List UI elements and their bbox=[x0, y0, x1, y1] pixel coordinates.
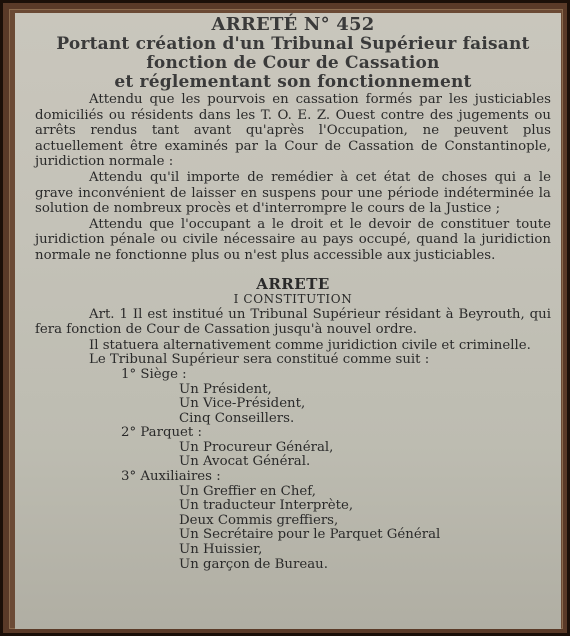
statuera-paragraph: Il statuera alternativement comme juridiction civile et criminelle. bbox=[89, 337, 531, 353]
member-item: Un garçon de Bureau. bbox=[179, 556, 328, 572]
title-line-2: fonction de Cour de Cassation bbox=[146, 53, 440, 73]
group-label-parquet: 2° Parquet : bbox=[121, 425, 202, 441]
arrete-heading: ARRETE bbox=[256, 274, 330, 293]
member-item: Un Huissier, bbox=[179, 542, 263, 558]
decree-number: ARRETÉ N° 452 bbox=[211, 14, 375, 35]
member-item: Un Procureur Général, bbox=[179, 439, 334, 455]
member-item: Deux Commis greffiers, bbox=[179, 512, 339, 528]
group-label-siege: 1° Siège : bbox=[121, 366, 187, 382]
member-item: Un Vice-Président, bbox=[179, 396, 306, 412]
member-item: Un Secrétaire pour le Parquet Général bbox=[179, 527, 441, 543]
article-1: Art. 1 Il est institué un Tribunal Supérieur résidant à Beyrouth, qui fera fonction de Cour de Cassation jusqu'à nouvel ordre. bbox=[35, 306, 551, 338]
section-heading: I CONSTITUTION bbox=[233, 291, 353, 306]
group-label-auxiliaires: 3° Auxiliaires : bbox=[121, 469, 221, 485]
composition-intro: Le Tribunal Supérieur sera constitué comme suit : bbox=[89, 352, 430, 368]
member-item: Un Greffier en Chef, bbox=[179, 483, 316, 499]
title-line-3: et réglementant son fonctionnement bbox=[114, 72, 472, 92]
preamble-paragraph-3: Attendu que l'occupant a le droit et le devoir de constituer toute juridiction pénale ou civile nécessaire au pays occupé, quand la juridiction normale ne fonctionne plus ou n'est plus accessible aux justiciables. bbox=[35, 216, 551, 263]
title-line-1: Portant création d'un Tribunal Supérieur faisant bbox=[56, 34, 530, 54]
member-item: Un Avocat Général. bbox=[179, 454, 311, 470]
member-item: Un Président, bbox=[179, 381, 272, 397]
member-item: Cinq Conseillers. bbox=[179, 410, 295, 426]
preamble-paragraph-2: Attendu qu'il importe de remédier à cet état de choses qui a le grave inconvénient de laisser en suspens pour une période indéterminée la solution de nombreux procès et d'interrompre le cours de la Justice ; bbox=[35, 169, 551, 217]
decree-text bbox=[35, 15, 551, 572]
member-item: Un traducteur Interprète, bbox=[179, 498, 354, 514]
document-page bbox=[15, 13, 561, 629]
preamble-paragraph-1: Attendu que les pourvois en cassation formés par les justiciables domiciliés ou résidents dans les T. O. E. Z. Ouest contre des jugements ou arrêts rendus tant avant qu'après l'Occupation, ne peuvent plus actuellement être examinés par la Cour de Cassation de Constantinople, juridiction normale : bbox=[35, 92, 551, 170]
